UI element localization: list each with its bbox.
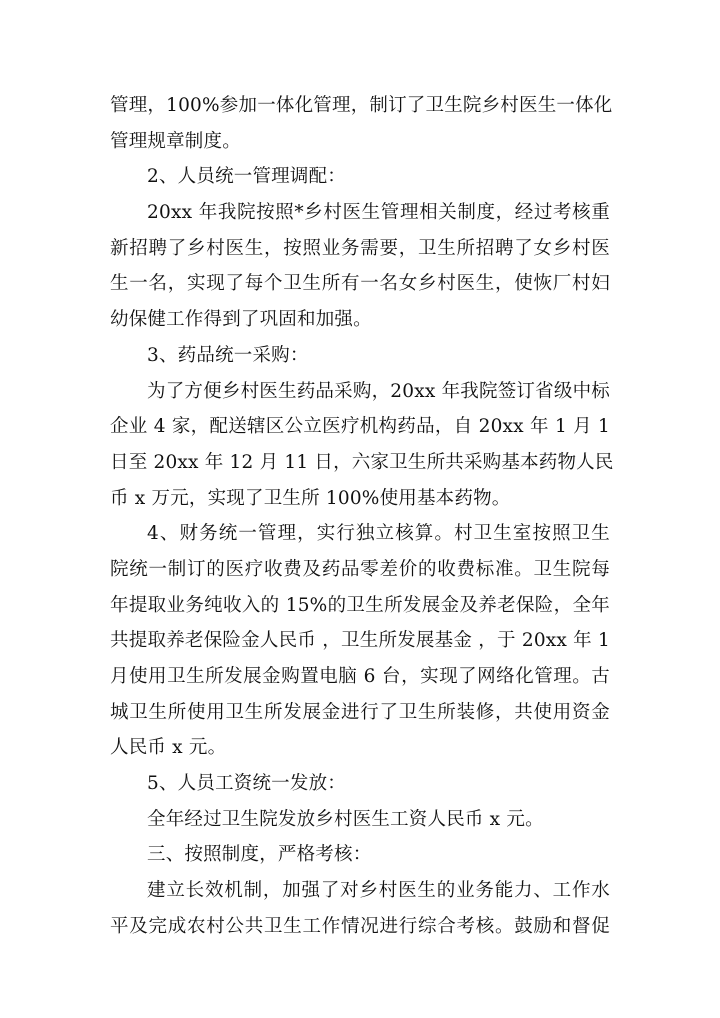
text-line: 年提取业务纯收入的 15%的卫生所发展金及养老保险，全年	[110, 594, 610, 616]
text-line: 日至 20xx 年 12 月 11 日，六家卫生所共采购基本药物人民	[110, 451, 614, 473]
document-body	[110, 88, 614, 945]
text-line: 企业 4 家，配送辖区公立医疗机构药品，自 20xx 年 1 月 1	[110, 416, 610, 438]
text-line: 币 x 万元，实现了卫生所 100%使用基本药物。	[110, 487, 511, 509]
text-line: 管理规章制度。	[110, 130, 241, 152]
text-line: 新招聘了乡村医生，按照业务需要，卫生所招聘了女乡村医	[110, 237, 610, 259]
text-line: 城卫生所使用卫生所发展金进行了卫生所装修，共使用资金	[110, 701, 610, 723]
text-line: 平及完成农村公共卫生工作情况进行综合考核。鼓励和督促	[110, 915, 610, 937]
text-line: 共提取养老保险金人民币 ，卫生所发展基金 ，于 20xx 年 1	[110, 630, 610, 652]
text-line: 全年经过卫生院发放乡村医生工资人民币 x 元。	[147, 808, 544, 830]
text-line: 人民币 x 元。	[110, 737, 227, 759]
text-line: 月使用卫生所发展金购置电脑 6 台，实现了网络化管理。古	[110, 666, 610, 687]
text-line: 三、按照制度，严格考核：	[147, 844, 372, 866]
text-line: 管理，100%参加一体化管理，制订了卫生院乡村医生一体化	[110, 95, 613, 116]
text-line: 3、药品统一采购：	[147, 344, 309, 366]
text-line: 4、财务统一管理，实行独立核算。村卫生室按照卫生	[147, 523, 610, 545]
text-line: 生一名，实现了每个卫生所有一名女乡村医生，使恢厂村妇	[110, 273, 610, 295]
text-line: 建立长效机制，加强了对乡村医生的业务能力、工作水	[147, 880, 610, 902]
text-line: 院统一制订的医疗收费及药品零差价的收费标准。卫生院每	[110, 558, 610, 580]
text-line: 2、人员统一管理调配：	[147, 166, 346, 188]
text-line: 幼保健工作得到了巩固和加强。	[110, 309, 372, 331]
text-line: 为了方便乡村医生药品采购，20xx 年我院签订省级中标	[147, 380, 610, 402]
text-line: 20xx 年我院按照*乡村医生管理相关制度，经过考核重	[147, 202, 610, 224]
text-line: 5、人员工资统一发放：	[147, 773, 346, 795]
